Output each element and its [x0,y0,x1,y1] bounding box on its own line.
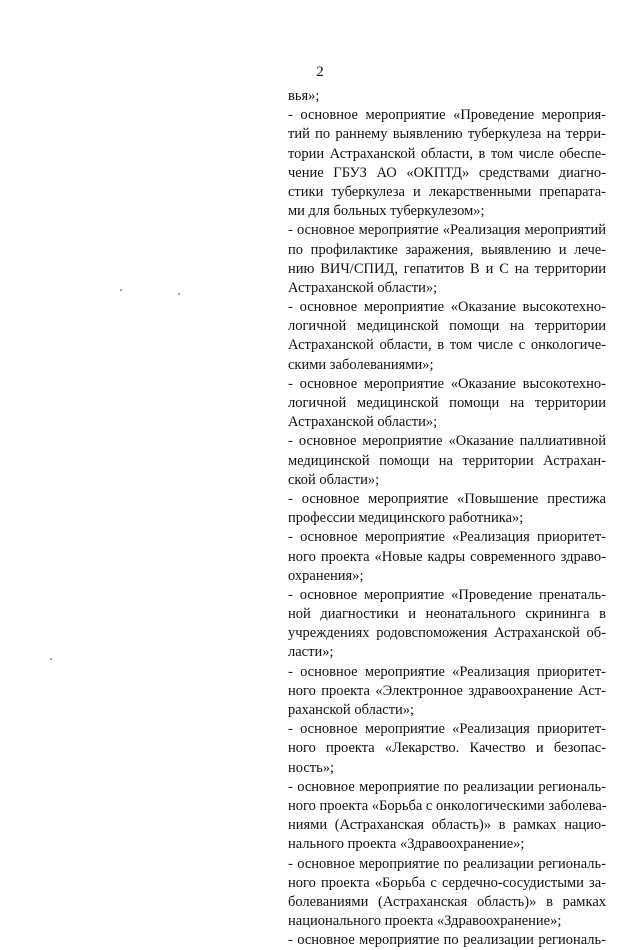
text-line: - основное мероприятие «Проведение пренаталь- [288,586,606,603]
text-line: вья»; [288,88,320,104]
text-line: болеваниями (Астраханская область)» в рамках [288,893,606,910]
text-line: - основное мероприятие «Повышение престижа [288,490,606,507]
document-text [288,87,606,950]
text-line: - основное мероприятие «Реализация приоритет- [288,663,606,680]
text-line: ного проекта «Новые кадры современного здраво- [288,548,606,565]
text-line: Астраханской области»; [288,279,438,296]
text-line: логичной медицинской помощи на территории [288,318,606,335]
text-line: ного проекта «Борьба с сердечно-сосудистыми за- [288,874,606,891]
text-line: нию ВИЧ/СПИД, гепатитов В и С на территории [288,260,606,277]
text-line: ного проекта «Борьба с онкологическими заболева- [288,797,607,814]
text-line: ного проекта «Лекарство. Качество и безопас- [288,740,606,757]
text-line: - основное мероприятие «Проведение мероприя- [288,107,606,124]
text-line: чение ГБУЗ АО «ОКПТД» средствами диагно- [288,164,606,181]
scan-speck [50,658,52,660]
text-line: ласти»; [288,644,334,661]
text-line: Астраханской области»; [288,414,438,431]
text-line: медицинской помощи на территории Астрахан- [288,452,606,469]
text-line: ниями (Астраханская область)» в рамках нацио- [288,817,606,834]
text-line: ного проекта «Электронное здравоохранение Аст- [288,682,606,699]
text-line: - основное мероприятие «Реализация приоритет- [288,721,606,738]
text-line: ской области»; [288,471,380,488]
text-line: Астраханской области, в том числе с онкологиче- [288,337,606,354]
text-line: - основное мероприятие по реализации региональ- [288,855,606,872]
text-line: охранения»; [288,567,364,584]
text-line: раханской области»; [288,702,415,718]
scan-speck [120,289,122,291]
text-line: стики туберкулеза и лекарственными препарата- [288,183,606,200]
text-line: - основное мероприятие «Оказание паллиативной [288,433,606,450]
text-line: - основное мероприятие по реализации региональ- [288,932,606,949]
text-line: логичной медицинской помощи на территории [288,395,606,411]
text-line: - основное мероприятие «Реализация мероприятий [288,222,606,239]
text-line: учреждениях родовспоможения Астраханской об- [288,625,606,642]
text-line: национального проекта «Здравоохранение»; [288,913,562,930]
text-line: тории Астраханской области, в том числе обеспе- [288,145,606,162]
text-line: скими заболеваниями»; [288,356,434,373]
text-line: - основное мероприятие «Оказание высокотехно- [288,375,606,392]
text-line: - основное мероприятие «Реализация приоритет- [288,529,606,546]
text-line: тий по раннему выявлению туберкулеза на терри- [288,126,606,143]
page-number: 2 [316,64,324,80]
text-line: по профилактике заражения, выявлению и лече- [288,241,606,258]
scan-speck [178,293,180,295]
text-line: ность»; [288,759,335,776]
text-line: ной диагностики и неонатального скрининга в [288,606,606,623]
text-line: нального проекта «Здравоохранение»; [288,836,525,853]
text-line: - основное мероприятие «Оказание высокотехно- [288,299,606,316]
text-line: - основное мероприятие по реализации региональ- [288,778,606,795]
text-line: ми для больных туберкулезом»; [288,203,485,220]
text-line: профессии медицинского работника»; [288,510,524,527]
